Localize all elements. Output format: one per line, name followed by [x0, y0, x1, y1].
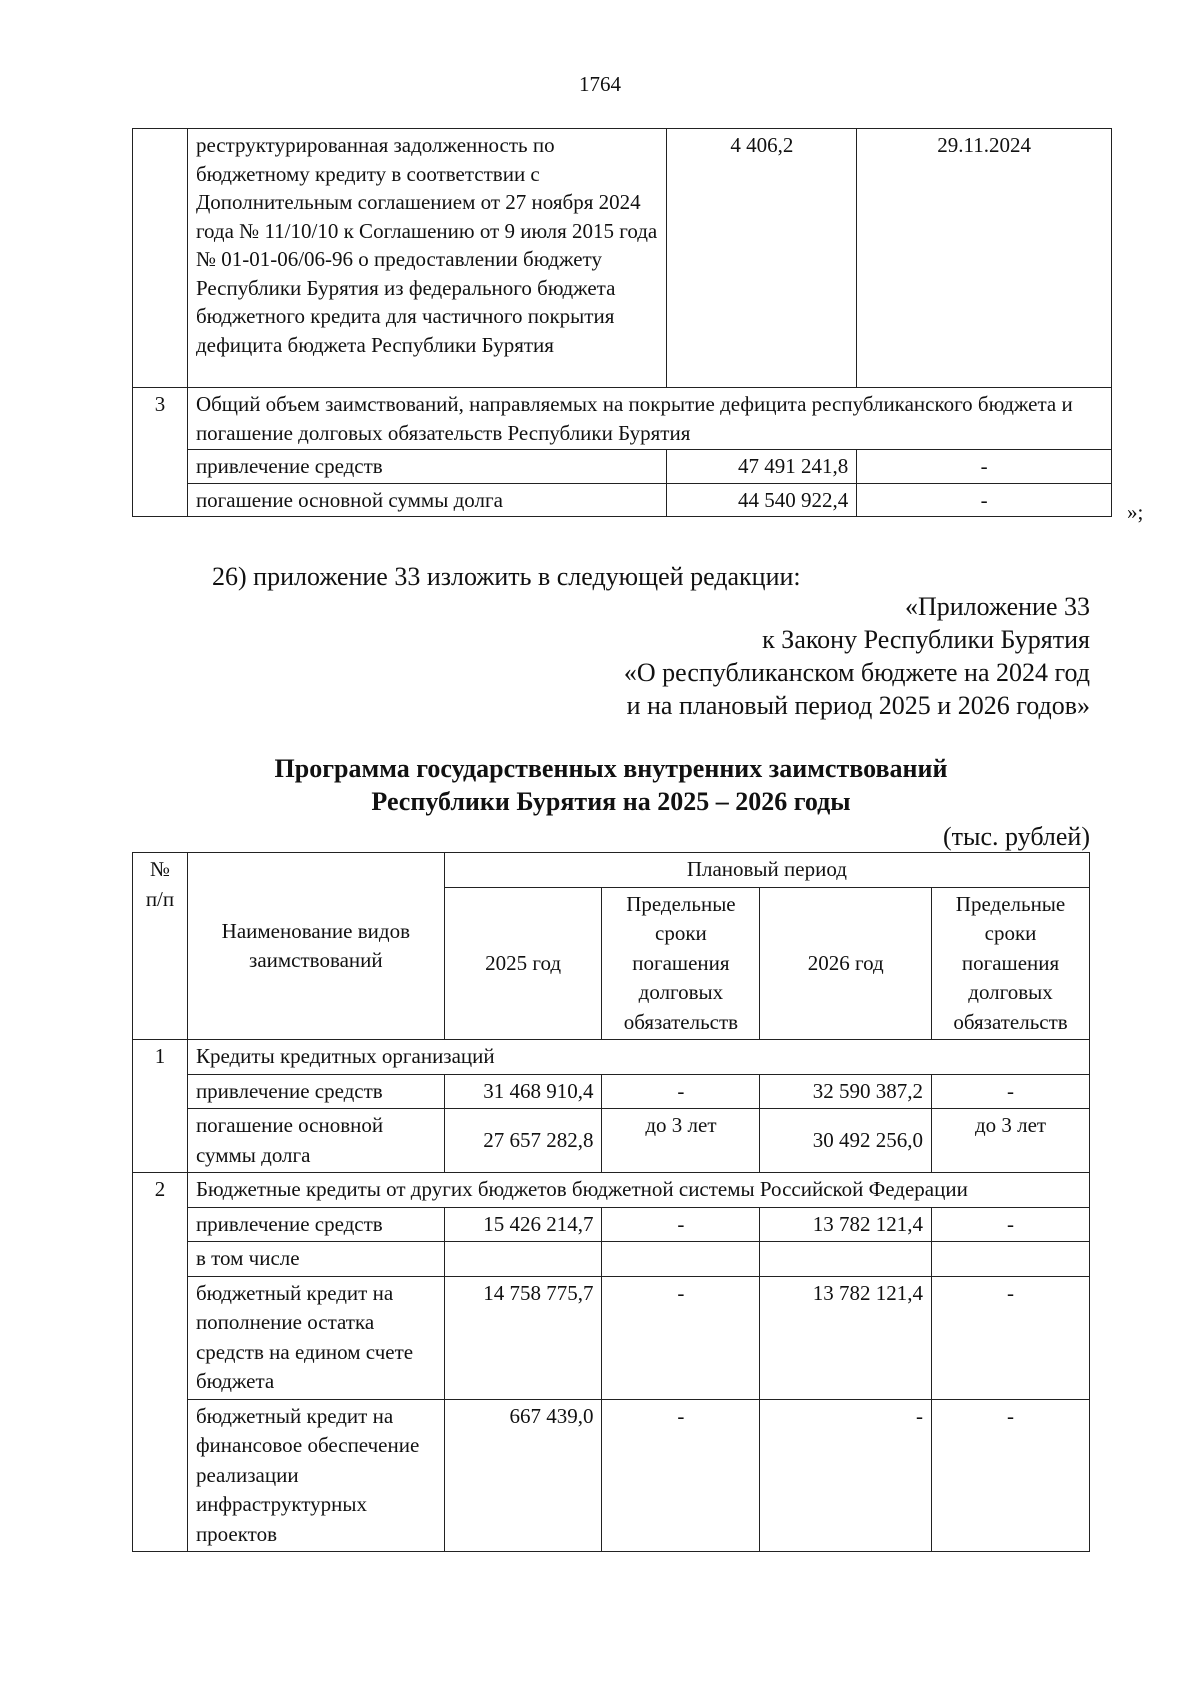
- restructured-debt-date: 29.11.2024: [857, 129, 1112, 388]
- table-row: [133, 1109, 1090, 1173]
- table-row: [133, 1173, 1090, 1208]
- table-row: [133, 450, 1112, 484]
- amount-cell: 44 540 922,4: [667, 483, 857, 517]
- page-number: 1764: [579, 72, 621, 96]
- amount-cell: 47 491 241,8: [667, 450, 857, 484]
- row-label: бюджетный кредит на пополнение остатка средств на едином счете бюджета: [187, 1276, 444, 1399]
- table-cell: [444, 1242, 602, 1277]
- amount-2025: 31 468 910,4: [444, 1074, 602, 1109]
- row-label: погашение основной суммы долга: [187, 1109, 444, 1173]
- title-line: Программа государственных внутренних заимствований: [274, 754, 948, 783]
- term-2026: -: [932, 1074, 1090, 1109]
- term-2025: -: [602, 1276, 760, 1399]
- table-row: [133, 388, 1112, 450]
- section-title: Бюджетные кредиты от других бюджетов бюджетной системы Российской Федерации: [187, 1173, 1089, 1208]
- term-2025: до 3 лет: [602, 1109, 760, 1173]
- section-number: 1: [133, 1040, 188, 1173]
- term-cell: -: [857, 450, 1112, 484]
- amount-2025: 27 657 282,8: [444, 1109, 602, 1173]
- borrowing-program-table: [132, 852, 1090, 1552]
- section-number: 3: [133, 388, 188, 517]
- header-2026: 2026 год: [760, 887, 932, 1040]
- amendment-paragraph: 26) приложение 33 изложить в следующей редакции:: [212, 562, 801, 591]
- appendix-line: к Закону Республики Бурятия: [762, 625, 1090, 654]
- section-number: 2: [133, 1173, 188, 1552]
- appendix-line: «Приложение 33: [904, 592, 1090, 621]
- table-row: [133, 129, 1112, 388]
- borrowings-table-continued: [132, 128, 1112, 517]
- section-title: Кредиты кредитных организаций: [187, 1040, 1089, 1075]
- table-row: [133, 483, 1112, 517]
- row-label: погашение основной суммы долга: [187, 483, 667, 517]
- row-label: привлечение средств: [187, 1074, 444, 1109]
- appendix-line: «О республиканском бюджете на 2024 год: [623, 658, 1090, 687]
- restructured-debt-cell: реструктурированная задолженность по бюджетному кредиту в соответствии с Дополнительным соглашением от 27 ноября 2024 года № 11/10/10 к Соглашению от 9 июля 2015 года № 01-01-06/06-96 о предоставлении бюджету Республики Бурятия из федерального бюджета бюджетного кредита для частичного покрытия дефицита бюджета Республики Бурятия: [187, 129, 667, 388]
- amount-2026: 13 782 121,4: [760, 1207, 932, 1242]
- row-label: бюджетный кредит на финансовое обеспечение реализации инфраструктурных проектов: [187, 1399, 444, 1552]
- amount-2026: 32 590 387,2: [760, 1074, 932, 1109]
- header-planned-period: Плановый период: [444, 853, 1089, 888]
- table-row: [133, 1399, 1090, 1552]
- table-cell: [760, 1242, 932, 1277]
- table-cell: [932, 1242, 1090, 1277]
- term-2026: -: [932, 1207, 1090, 1242]
- table-row: [133, 1207, 1090, 1242]
- header-num: № п/п: [133, 853, 188, 1040]
- term-2026: -: [932, 1399, 1090, 1552]
- term-cell: -: [857, 483, 1112, 517]
- row-label: привлечение средств: [187, 1207, 444, 1242]
- header-term-2026: Предельные сроки погашения долговых обязательств: [932, 887, 1090, 1040]
- appendix-line: и на плановый период 2025 и 2026 годов»: [626, 691, 1090, 720]
- term-2025: -: [602, 1399, 760, 1552]
- term-2025: -: [602, 1207, 760, 1242]
- amount-2025: 667 439,0: [444, 1399, 602, 1552]
- document-title: [132, 752, 1090, 818]
- amount-2025: 14 758 775,7: [444, 1276, 602, 1399]
- table-cell: [602, 1242, 760, 1277]
- restructured-debt-amount: 4 406,2: [667, 129, 857, 388]
- amount-2025: 15 426 214,7: [444, 1207, 602, 1242]
- table-row: [133, 1040, 1090, 1075]
- amount-2026: 13 782 121,4: [760, 1276, 932, 1399]
- table-row: [133, 1276, 1090, 1399]
- header-2025: 2025 год: [444, 887, 602, 1040]
- term-2026: до 3 лет: [932, 1109, 1090, 1173]
- amount-2026: 30 492 256,0: [760, 1109, 932, 1173]
- row-label: привлечение средств: [187, 450, 667, 484]
- table-cell: [133, 129, 188, 388]
- table-row: [133, 1242, 1090, 1277]
- closing-quote: »;: [1127, 500, 1144, 524]
- header-row: [133, 853, 1090, 888]
- appendix-heading: [624, 590, 1090, 722]
- term-2025: -: [602, 1074, 760, 1109]
- header-name: Наименование видов заимствований: [187, 853, 444, 1040]
- title-line: Республики Бурятия на 2025 – 2026 годы: [371, 787, 851, 816]
- units-label: (тыс. рублей): [942, 822, 1090, 851]
- table-row: [133, 1074, 1090, 1109]
- term-2026: -: [932, 1276, 1090, 1399]
- section-title: Общий объем заимствований, направляемых на покрытие дефицита республиканского бюджета и погашение долговых обязательств Республики Бурятия: [187, 388, 1111, 450]
- row-label: в том числе: [187, 1242, 444, 1277]
- amount-2026: -: [760, 1399, 932, 1552]
- header-term-2025: Предельные сроки погашения долговых обязательств: [602, 887, 760, 1040]
